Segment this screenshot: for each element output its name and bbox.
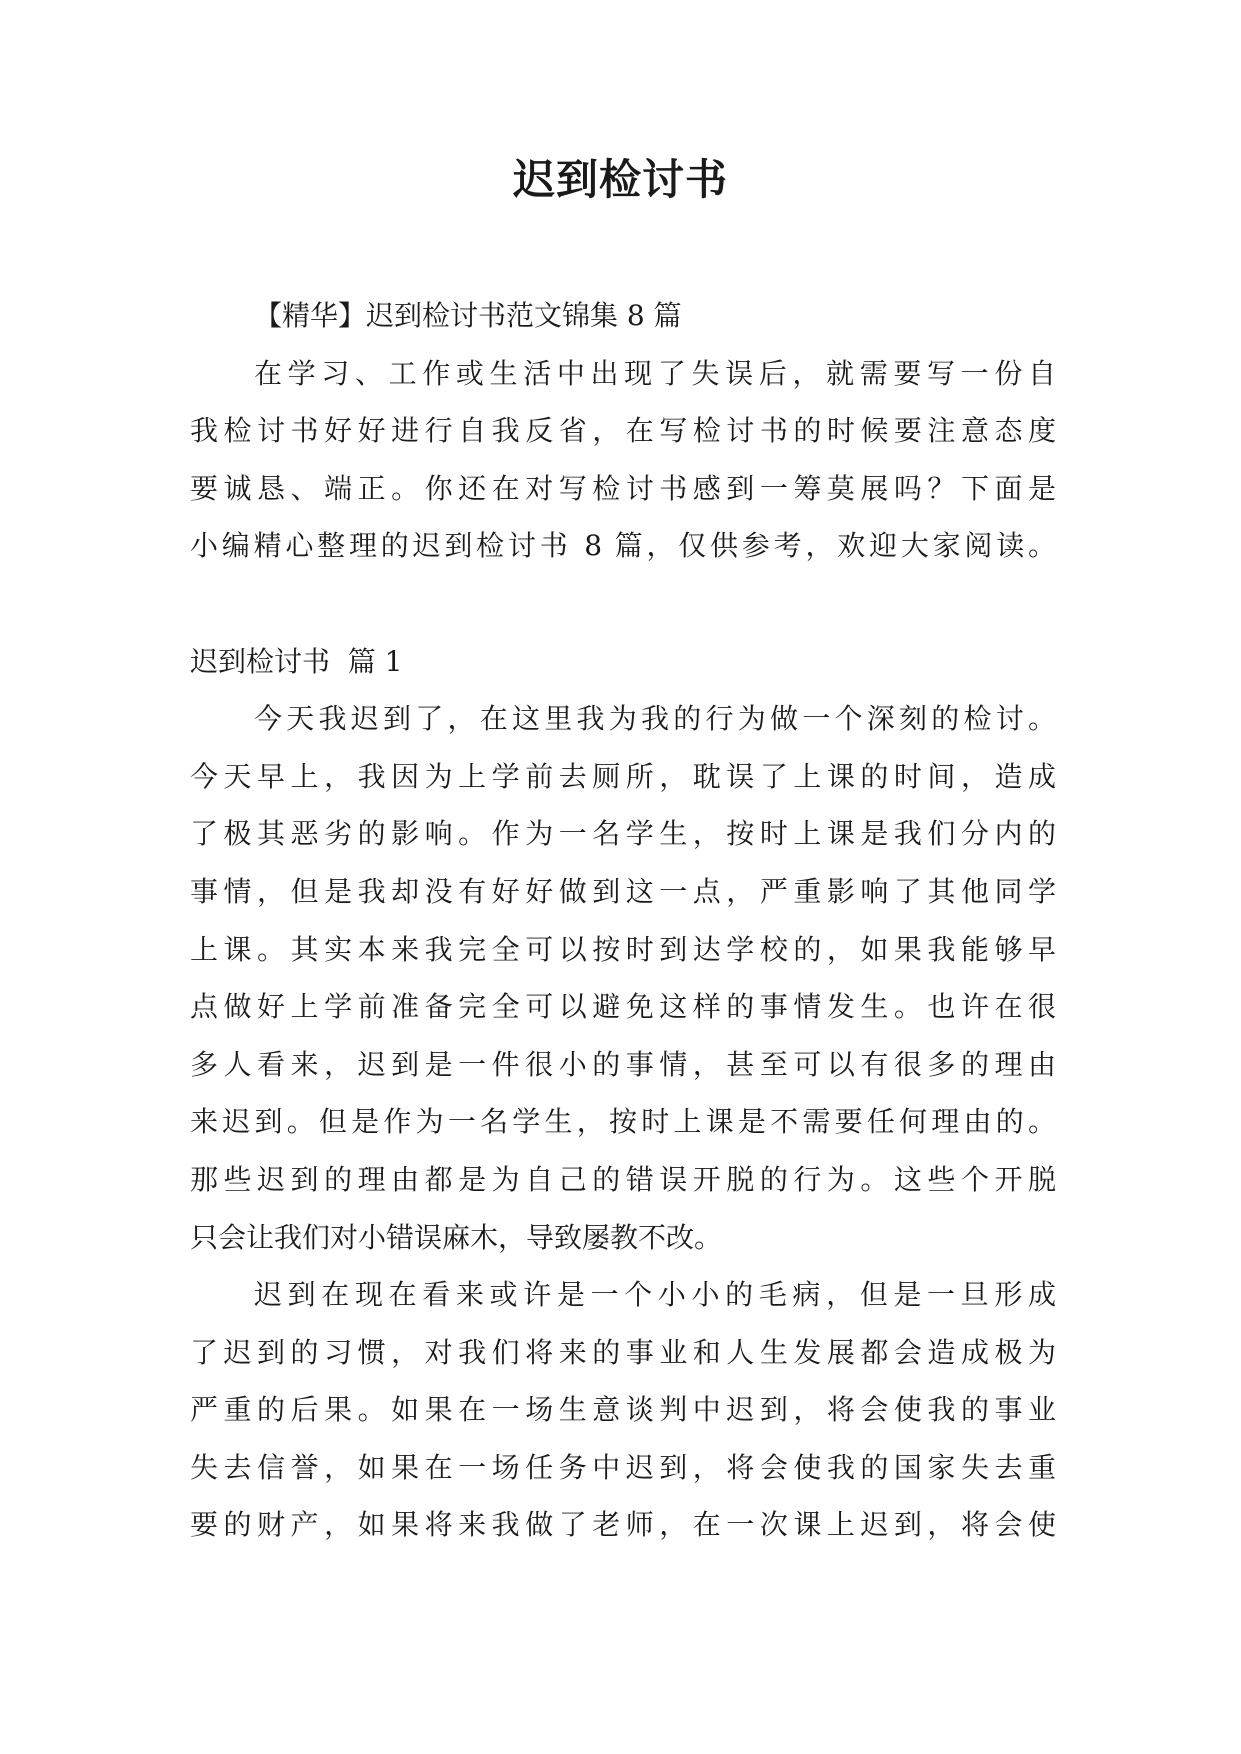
paragraph-line: 事情，但是我却没有好好做到这一点，严重影响了其他同学 [190, 874, 1056, 908]
paragraph-line: 那些迟到的理由都是为自己的错误开脱的行为。这些个开脱 [190, 1162, 1056, 1196]
section-heading: 迟到检讨书 篇 1 [190, 644, 403, 678]
paragraph-line: 多人看来，迟到是一件很小的事情，甚至可以有很多的理由 [190, 1047, 1056, 1081]
paragraph-2 [190, 1266, 1056, 1554]
paragraph-line: 只会让我们对小错误麻木，导致屡教不改。 [190, 1220, 723, 1254]
paragraph-line: 迟到在现在看来或许是一个小小的毛病，但是一旦形成 [254, 1278, 1056, 1312]
paragraph-line: 要的财产，如果将来我做了老师，在一次课上迟到，将会使 [190, 1508, 1056, 1542]
paragraph-line: 今天我迟到了，在这里我为我的行为做一个深刻的检讨。 [254, 702, 1056, 736]
intro-line: 在学习、工作或生活中出现了失误后，就需要写一份自 [254, 356, 1056, 390]
paragraph-line: 今天早上，我因为上学前去厕所，耽误了上课的时间，造成 [190, 759, 1056, 793]
paragraph-line: 上课。其实本来我完全可以按时到达学校的，如果我能够早 [190, 932, 1056, 966]
paragraph-line: 点做好上学前准备完全可以避免这样的事情发生。也许在很 [190, 990, 1056, 1024]
document-body [190, 287, 1056, 1554]
document-title: 迟到检讨书 [512, 155, 728, 204]
intro-line: 小编精心整理的迟到检讨书 8 篇，仅供参考，欢迎大家阅读。 [190, 529, 1056, 563]
intro-paragraph [190, 345, 1056, 575]
paragraph-1 [190, 690, 1056, 1266]
paragraph-line: 失去信誉，如果在一场任务中迟到，将会使我的国家失去重 [190, 1450, 1056, 1484]
intro-line: 要诚恳、端正。你还在对写检讨书感到一筹莫展吗？下面是 [190, 471, 1056, 505]
paragraph-line: 严重的后果。如果在一场生意谈判中迟到，将会使我的事业 [190, 1393, 1056, 1427]
paragraph-line: 了极其恶劣的影响。作为一名学生，按时上课是我们分内的 [190, 817, 1056, 851]
paragraph-line: 了迟到的习惯，对我们将来的事业和人生发展都会造成极为 [190, 1335, 1056, 1369]
blank-line [190, 575, 1056, 633]
intro-line: 我检讨书好好进行自我反省，在写检讨书的时候要注意态度 [190, 414, 1056, 448]
subtitle-line: 【精华】迟到检讨书范文锦集 8 篇 [254, 299, 682, 332]
paragraph-line: 来迟到。但是作为一名学生，按时上课是不需要任何理由的。 [190, 1105, 1056, 1139]
